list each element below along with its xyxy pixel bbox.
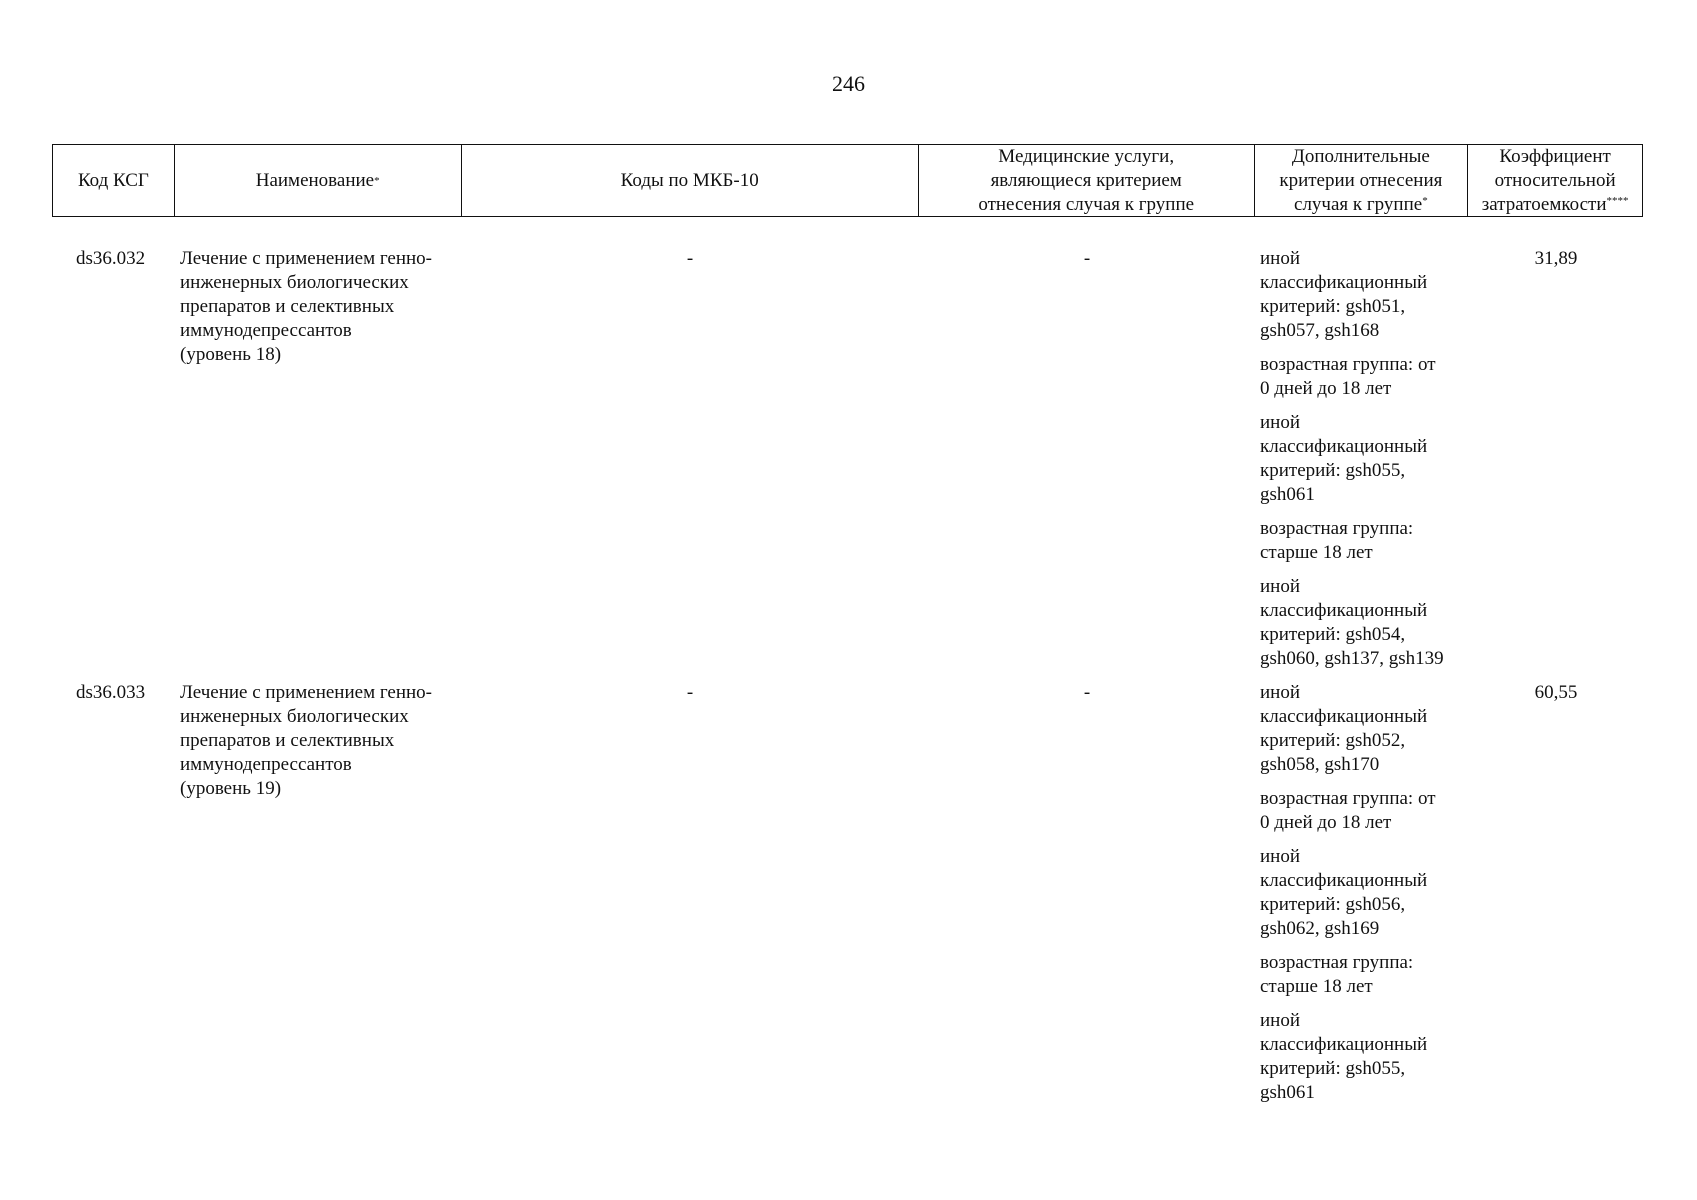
criteria-item: иной классификационный критерий: gsh056, gsh062, gsh169 [1260,846,1428,939]
criteria-item: возрастная группа: старше 18 лет [1260,952,1414,997]
criteria-item: возрастная группа: от 0 дней до 18 лет [1260,788,1436,833]
header-criteria-text: Дополнительные критерии отнесения случая к группе [1279,145,1443,215]
criteria-item: иной классификационный критерий: gsh051, gsh057, gsh168 [1260,248,1428,341]
header-mkb [462,145,919,216]
header-coef-text: Коэффициент относительной затратоемкости [1481,145,1616,215]
header-name: Наименование * [175,145,462,216]
criteria-item: иной классификационный критерий: gsh055, gsh061 [1260,1010,1428,1103]
header-code [53,145,175,216]
mkb-codes: - [686,682,694,703]
medical-services: - [1083,248,1091,269]
header-criteria [1255,145,1469,216]
criteria-item: иной классификационный критерий: gsh055, gsh061 [1260,412,1428,505]
header-coef [1468,145,1642,216]
table-row [52,681,1643,1105]
header-services [919,145,1255,216]
cost-coefficient: 60,55 [1534,682,1578,703]
mkb-codes: - [686,248,694,269]
table-row [52,247,1643,671]
header-criteria-label [1279,145,1442,217]
header-code-label: Код КСГ [77,169,149,191]
medical-services: - [1083,682,1091,703]
ksg-name: Лечение с применением генно- инженерных биологических препаратов и селективных иммунодепрессантов (уровень 19) [180,682,432,799]
criteria-list [1255,247,1469,671]
criteria-item: иной классификационный критерий: gsh054, gsh060, gsh137, gsh139 [1260,576,1444,669]
cost-coefficient: 31,89 [1534,248,1578,269]
header-mkb-label: Коды по МКБ-10 [620,169,759,191]
ksg-code: ds36.033 [76,682,146,703]
table-header [52,144,1643,217]
table-body [52,247,1643,1105]
criteria-list [1255,681,1469,1105]
header-services-label: Медицинские услуги, являющиеся критерием отнесения случая к группе [978,145,1195,215]
page-number: 246 [832,71,865,96]
header-coef-footnote: **** [1606,194,1629,207]
criteria-item: возрастная группа: старше 18 лет [1260,518,1414,563]
header-name-label: Наименование [255,169,375,191]
ksg-code: ds36.032 [76,248,146,269]
header-criteria-footnote: * [1422,194,1428,207]
criteria-item: иной классификационный критерий: gsh052, gsh058, gsh170 [1260,682,1428,775]
header-coef-label [1482,145,1629,217]
ksg-name: Лечение с применением генно- инженерных биологических препаратов и селективных иммунодепрессантов (уровень 18) [180,248,432,365]
criteria-item: возрастная группа: от 0 дней до 18 лет [1260,354,1436,399]
